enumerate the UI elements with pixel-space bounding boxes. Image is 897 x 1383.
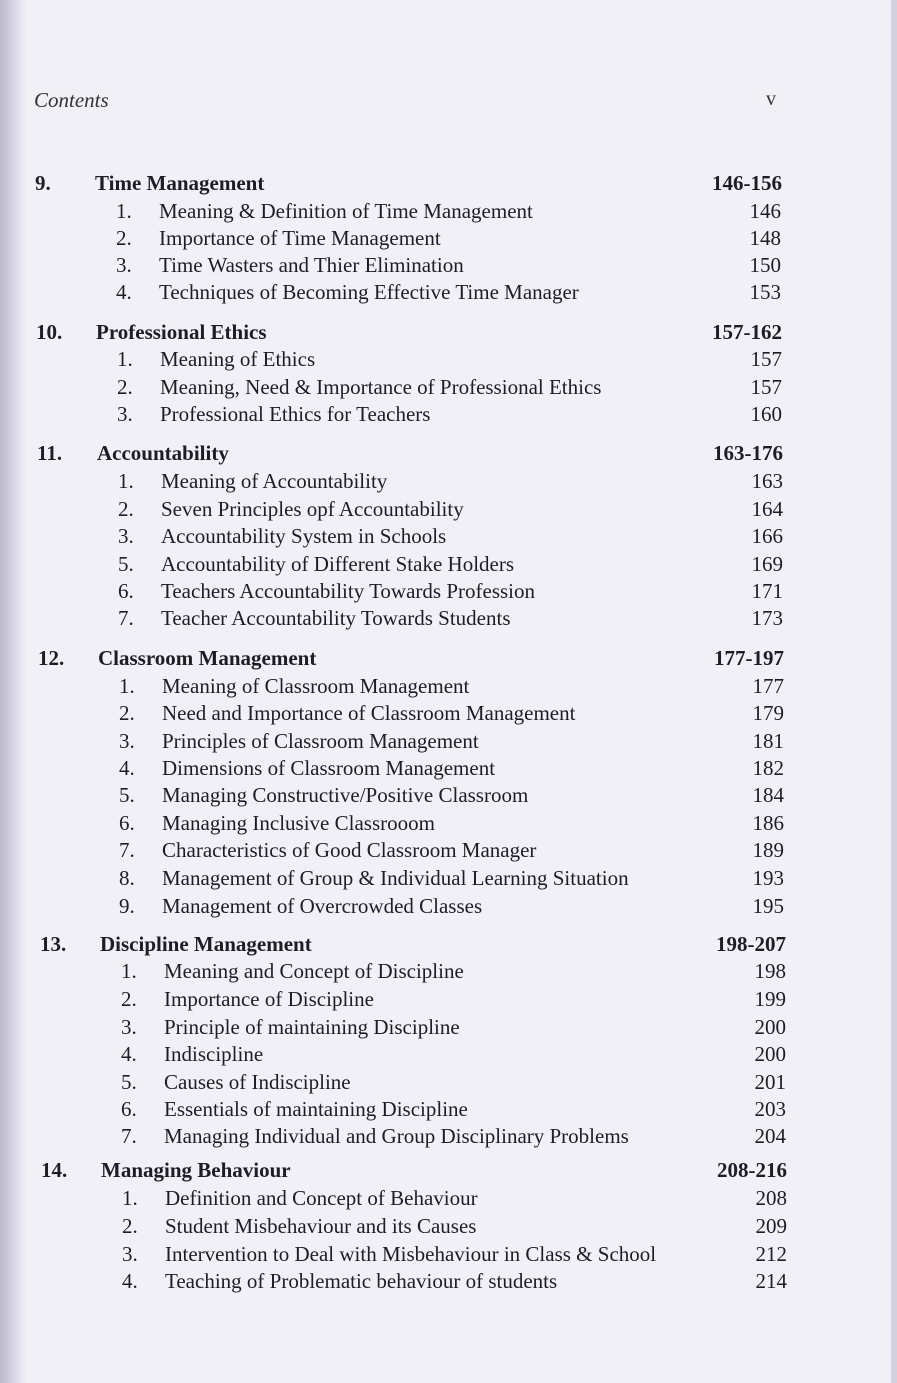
chapter-number: 11.: [37, 441, 63, 465]
item-page: 157: [750, 347, 782, 371]
item-number: 1.: [119, 674, 135, 698]
toc-item: [116, 225, 781, 251]
chapter-number: 14.: [41, 1158, 68, 1182]
item-number: 3.: [117, 402, 133, 426]
item-number: 1.: [121, 959, 137, 983]
toc-item: [121, 958, 786, 984]
item-title: Accountability System in Schools: [161, 524, 447, 548]
item-title: Need and Importance of Classroom Management: [162, 701, 576, 725]
item-page: 184: [752, 783, 784, 807]
chapter-heading: [36, 319, 782, 345]
chapter-number: 13.: [40, 932, 67, 956]
item-page: 164: [751, 497, 783, 521]
toc-item: [116, 252, 781, 278]
chapter-page-range: 146-156: [712, 171, 782, 195]
chapter-page-range: 208-216: [717, 1158, 787, 1182]
item-title: Managing Constructive/Positive Classroom: [162, 783, 529, 807]
toc-item: [122, 1241, 787, 1267]
item-number: 6.: [121, 1097, 137, 1121]
item-page: 198: [754, 959, 786, 983]
item-title: Importance of Time Management: [159, 226, 441, 250]
item-page: 148: [749, 226, 781, 250]
item-title: Accountability of Different Stake Holders: [161, 552, 515, 576]
item-title: Teachers Accountability Towards Profession: [161, 579, 536, 603]
toc-item: [117, 374, 782, 400]
item-page: 195: [752, 894, 784, 918]
item-page: 209: [755, 1214, 787, 1238]
item-number: 2.: [116, 226, 132, 250]
toc-item: [119, 810, 784, 836]
toc-item: [117, 346, 782, 372]
item-page: 182: [752, 756, 784, 780]
item-page: 181: [752, 729, 784, 753]
toc-item: [121, 1069, 786, 1095]
chapter-title: Professional Ethics: [96, 320, 267, 344]
chapter-number: 12.: [38, 646, 65, 670]
chapter-title: Time Management: [95, 171, 265, 195]
item-number: 5.: [121, 1070, 137, 1094]
item-number: 4.: [119, 756, 135, 780]
toc-item: [118, 551, 783, 577]
page-number: v: [766, 88, 776, 110]
item-title: Indiscipline: [164, 1042, 264, 1066]
item-number: 3.: [121, 1015, 137, 1039]
item-page: 171: [751, 579, 783, 603]
item-page: 199: [754, 987, 786, 1011]
chapter-heading: [40, 931, 786, 957]
toc-item: [118, 578, 783, 604]
toc-item: [119, 673, 784, 699]
toc-item: [118, 523, 783, 549]
toc-item: [118, 605, 783, 631]
toc-item: [121, 1096, 786, 1122]
item-number: 3.: [116, 253, 132, 277]
chapter-page-range: 163-176: [713, 441, 783, 465]
item-title: Seven Principles opf Accountability: [161, 497, 464, 521]
item-title: Management of Overcrowded Classes: [162, 894, 483, 918]
toc-item: [119, 865, 784, 891]
toc-item: [116, 279, 781, 305]
item-title: Student Misbehaviour and its Causes: [165, 1214, 477, 1238]
item-page: 173: [751, 606, 783, 630]
item-number: 7.: [119, 838, 135, 862]
item-page: 200: [754, 1015, 786, 1039]
chapter-heading: [35, 170, 782, 196]
chapter-number: 9.: [35, 171, 51, 195]
toc-item: [116, 198, 781, 224]
item-number: 4.: [116, 280, 132, 304]
item-title: Characteristics of Good Classroom Manager: [162, 838, 537, 862]
item-number: 7.: [118, 606, 134, 630]
item-title: Principles of Classroom Management: [162, 729, 479, 753]
toc-item: [119, 782, 784, 808]
item-page: 214: [755, 1269, 787, 1293]
item-title: Managing Inclusive Classrooom: [162, 811, 435, 835]
toc-item: [117, 401, 782, 427]
item-page: 189: [752, 838, 784, 862]
item-number: 7.: [121, 1124, 137, 1148]
item-title: Teacher Accountability Towards Students: [161, 606, 511, 630]
item-title: Meaning, Need & Importance of Professional Ethics: [160, 375, 602, 399]
item-page: 150: [749, 253, 781, 277]
toc-item: [119, 893, 784, 919]
item-page: 212: [755, 1242, 787, 1266]
toc-item: [122, 1185, 787, 1211]
toc-item: [119, 755, 784, 781]
toc-item: [121, 1123, 786, 1149]
toc-item: [121, 1014, 786, 1040]
chapter-number: 10.: [36, 320, 63, 344]
item-title: Causes of Indiscipline: [164, 1070, 351, 1094]
running-head: Contents: [34, 88, 109, 112]
item-number: 8.: [119, 866, 135, 890]
item-number: 5.: [119, 783, 135, 807]
item-title: Professional Ethics for Teachers: [160, 402, 431, 426]
toc-item: [121, 1041, 786, 1067]
item-number: 2.: [117, 375, 133, 399]
item-number: 2.: [119, 701, 135, 725]
item-page: 157: [750, 375, 782, 399]
chapter-title: Classroom Management: [98, 646, 317, 670]
item-number: 2.: [122, 1214, 138, 1238]
item-number: 5.: [118, 552, 134, 576]
item-title: Meaning of Classroom Management: [162, 674, 470, 698]
item-page: 177: [752, 674, 784, 698]
item-number: 2.: [121, 987, 137, 1011]
item-title: Definition and Concept of Behaviour: [165, 1186, 478, 1210]
item-page: 208: [755, 1186, 787, 1210]
chapter-heading: [38, 645, 784, 671]
chapter-title: Managing Behaviour: [101, 1158, 291, 1182]
item-title: Techniques of Becoming Effective Time Manager: [159, 280, 579, 304]
item-number: 9.: [119, 894, 135, 918]
item-page: 179: [752, 701, 784, 725]
item-title: Meaning of Accountability: [161, 469, 388, 493]
item-title: Dimensions of Classroom Management: [162, 756, 496, 780]
item-page: 203: [754, 1097, 786, 1121]
item-number: 1.: [122, 1186, 138, 1210]
item-title: Importance of Discipline: [164, 987, 374, 1011]
item-title: Management of Group & Individual Learning Situation: [162, 866, 629, 890]
item-title: Meaning & Definition of Time Management: [159, 199, 533, 223]
item-number: 3.: [118, 524, 134, 548]
item-page: 160: [750, 402, 782, 426]
item-title: Meaning and Concept of Discipline: [164, 959, 464, 983]
toc-item: [119, 837, 784, 863]
toc-item: [122, 1213, 787, 1239]
item-title: Teaching of Problematic behaviour of students: [165, 1269, 558, 1293]
chapter-page-range: 198-207: [716, 932, 786, 956]
chapter-page-range: 157-162: [712, 320, 782, 344]
item-number: 1.: [118, 469, 134, 493]
toc-item: [119, 728, 784, 754]
item-page: 201: [754, 1070, 786, 1094]
item-page: 204: [754, 1124, 786, 1148]
item-page: 200: [754, 1042, 786, 1066]
chapter-heading: [37, 440, 783, 466]
toc-item: [122, 1268, 787, 1294]
toc-item: [121, 986, 786, 1012]
item-number: 3.: [119, 729, 135, 753]
item-title: Essentials of maintaining Discipline: [164, 1097, 468, 1121]
toc-item: [119, 700, 784, 726]
item-page: 169: [751, 552, 783, 576]
item-title: Managing Individual and Group Disciplinary Problems: [164, 1124, 629, 1148]
item-page: 153: [749, 280, 781, 304]
item-title: Principle of maintaining Discipline: [164, 1015, 460, 1039]
item-page: 193: [752, 866, 784, 890]
item-number: 6.: [118, 579, 134, 603]
item-number: 4.: [121, 1042, 137, 1066]
item-title: Meaning of Ethics: [160, 347, 316, 371]
item-number: 2.: [118, 497, 134, 521]
item-number: 4.: [122, 1269, 138, 1293]
item-number: 1.: [116, 199, 132, 223]
chapter-title: Discipline Management: [100, 932, 312, 956]
toc-item: [118, 496, 783, 522]
item-title: Intervention to Deal with Misbehaviour in Class & School: [165, 1242, 657, 1266]
item-page: 146: [749, 199, 781, 223]
item-page: 163: [751, 469, 783, 493]
item-number: 3.: [122, 1242, 138, 1266]
item-number: 6.: [119, 811, 135, 835]
chapter-title: Accountability: [97, 441, 229, 465]
chapter-heading: [41, 1157, 787, 1183]
item-page: 186: [752, 811, 784, 835]
chapter-page-range: 177-197: [714, 646, 784, 670]
item-title: Time Wasters and Thier Elimination: [159, 253, 464, 277]
item-number: 1.: [117, 347, 133, 371]
item-page: 166: [751, 524, 783, 548]
toc-item: [118, 468, 783, 494]
